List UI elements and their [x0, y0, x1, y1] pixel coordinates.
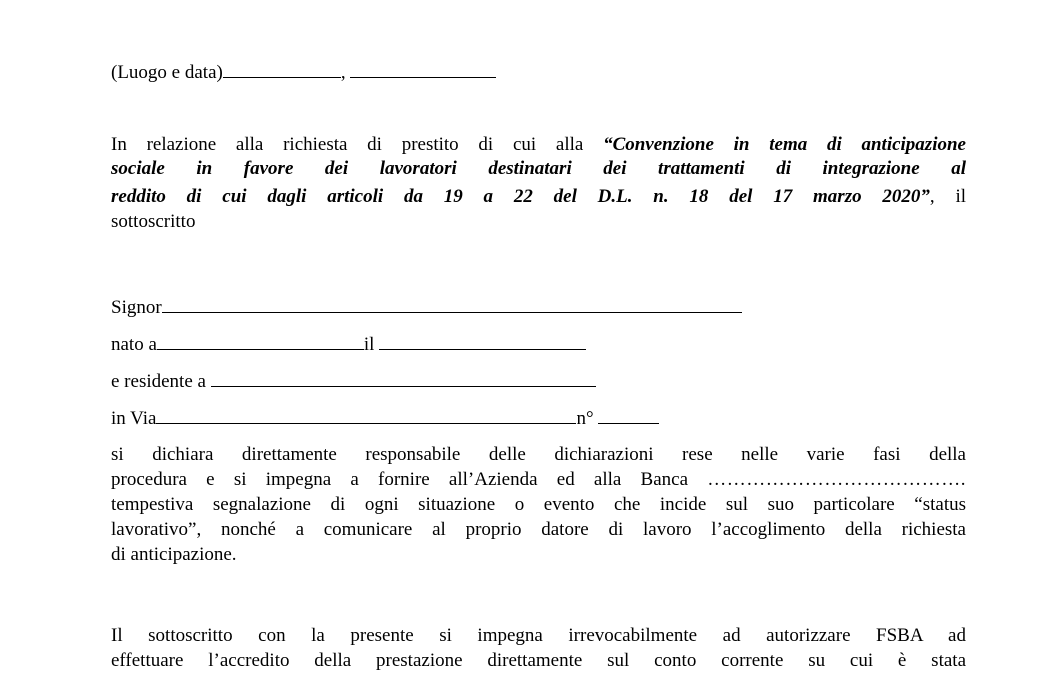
- convention-title-2: sociale in favore dei lavoratori destinatari dei trattamenti di integrazione al: [111, 158, 966, 179]
- declaration-line-4: lavorativo”, nonché a comunicare al proprio datore di lavoro l’accoglimento della richiesta: [111, 519, 966, 540]
- place-blank: [223, 77, 341, 78]
- il-label: il: [363, 334, 375, 355]
- intro-line-3: reddito di cui dagli articoli da 19 a 22 del D.L. n. 18 del 17 marzo 2020”, il: [111, 186, 966, 207]
- birth-field: [111, 334, 586, 356]
- authorization-line-2: effettuare l’accredito della prestazione direttamente sul conto corrente su cui è stata: [111, 650, 966, 671]
- birthplace-blank: [157, 349, 364, 350]
- intro-line-2: [111, 157, 966, 181]
- address-field: [111, 408, 659, 430]
- residente-label: e residente a: [111, 371, 206, 392]
- birthdate-blank: [379, 349, 586, 350]
- place-date-line: [111, 62, 496, 84]
- convention-title-3: reddito di cui dagli articoli da 19 a 22 del D.L. n. 18 del 17 marzo 2020: [111, 186, 921, 207]
- intro-line-1: In relazione alla richiesta di prestito di cui alla “Convenzione in tema di anticipazione: [111, 134, 966, 155]
- nato-label: nato a: [111, 334, 157, 355]
- residence-blank: [211, 386, 596, 387]
- signor-field: [111, 297, 742, 319]
- signor-blank: [162, 312, 742, 313]
- place-date-label: (Luogo e data): [111, 62, 223, 83]
- intro-line-4: sottoscritto: [111, 211, 196, 232]
- authorization-line-1: Il sottoscritto con la presente si impegna irrevocabilmente ad autorizzare FSBA ad: [111, 625, 966, 646]
- declaration-line-2: procedura e si impegna a fornire all’Azienda ed alla Banca ………………………………….: [111, 469, 966, 490]
- declaration-line-1: si dichiara direttamente responsabile delle dichiarazioni rese nelle varie fasi della: [111, 444, 966, 465]
- via-label: in Via: [111, 408, 157, 429]
- comma: ,: [340, 62, 346, 83]
- street-blank: [156, 423, 576, 424]
- declaration-line-3: tempestiva segnalazione di ogni situazione o evento che incide sul suo particolare “status: [111, 494, 966, 515]
- numero-label: n°: [576, 408, 594, 429]
- signor-label: Signor: [111, 297, 162, 318]
- convention-title-1: Convenzione in tema di anticipazione: [612, 134, 966, 155]
- residence-field: [111, 371, 596, 393]
- declaration-line-5: di anticipazione.: [111, 544, 237, 565]
- date-blank: [350, 77, 496, 78]
- number-blank: [598, 423, 659, 424]
